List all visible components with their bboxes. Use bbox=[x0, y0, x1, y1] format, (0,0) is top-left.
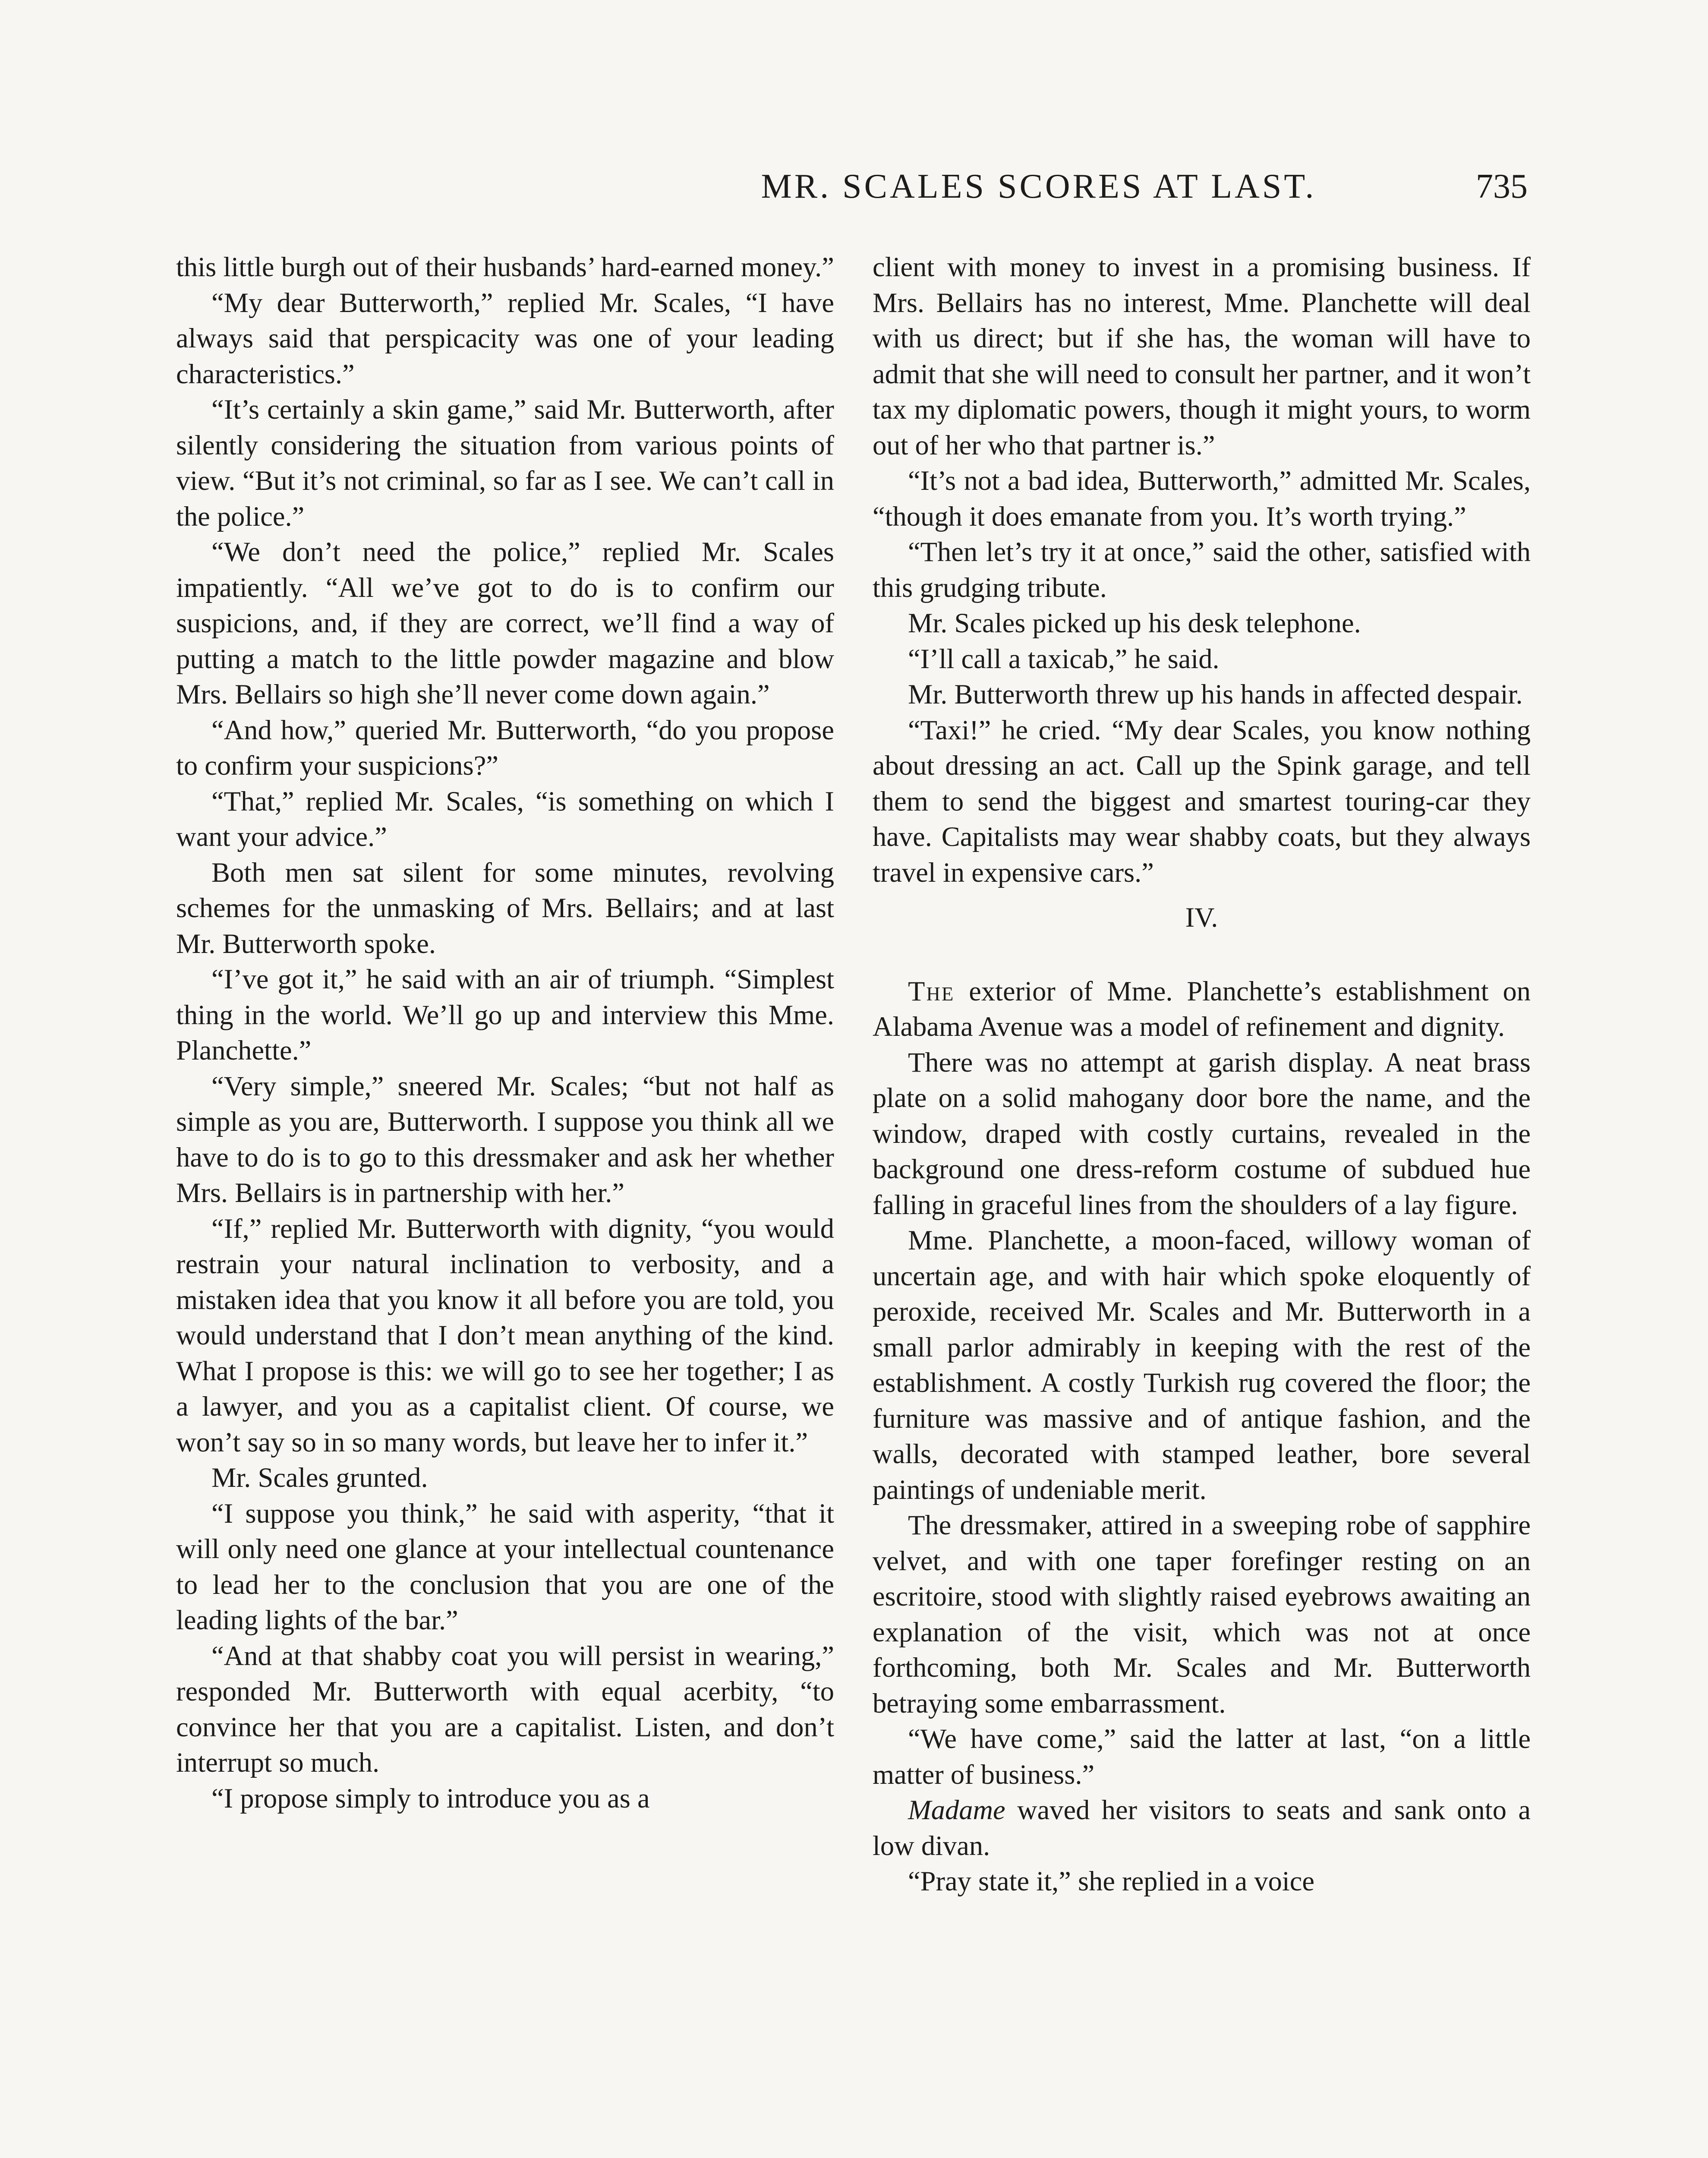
italic-word: Madame bbox=[908, 1795, 1005, 1825]
paragraph: “My dear Butterworth,” replied Mr. Scales, “I have always said that perspicacity was one of your leading characteristics.” bbox=[176, 287, 834, 389]
right-column bbox=[873, 249, 1531, 1899]
paragraph: this little burgh out of their husbands’ hard-earned money.” bbox=[176, 252, 834, 282]
paragraph: The dressmaker, attired in a sweeping robe of sapphire velvet, and with one taper forefinger resting on an escritoire, stood with slightly raised eyebrows awaiting an explanation of the visit, which was not at once forthcoming, both Mr. Scales and Mr. Butterworth betraying some embarrassment. bbox=[873, 1510, 1531, 1719]
page-number: 735 bbox=[1476, 167, 1528, 205]
paragraph: “I’ll call a taxicab,” he said. bbox=[908, 643, 1220, 674]
paragraph: “Taxi!” he cried. “My dear Scales, you know nothing about dressing an act. Call up the Spink garage, and tell them to send the biggest and smartest touring-car they have. Capitalists may wear shabby coats, but they always travel in expensive cars.” bbox=[873, 714, 1531, 888]
paragraph: Mr. Scales picked up his desk telephone. bbox=[908, 608, 1361, 638]
paragraph: “We don’t need the police,” replied Mr. Scales impatiently. “All we’ve got to do is to confirm our suspicions, and, if they are correct, we’ll find a way of putting a match to the little powder magazine and blow Mrs. Bellairs so high she’ll never come down again.” bbox=[176, 536, 834, 710]
left-column bbox=[176, 249, 834, 1816]
paragraph: “I’ve got it,” he said with an air of triumph. “Simplest thing in the world. We’ll go up and interview this Mme. Planchette.” bbox=[176, 964, 834, 1066]
paragraph: Mr. Butterworth threw up his hands in affected despair. bbox=[908, 679, 1523, 710]
paragraph: “I propose simply to introduce you as a bbox=[211, 1783, 650, 1814]
paragraph: “We have come,” said the latter at last, “on a little matter of business.” bbox=[873, 1723, 1531, 1790]
paragraph: There was no attempt at garish display. A neat brass plate on a solid mahogany door bore the name, and the window, draped with costly curtains, revealed in the background one dress-reform costume of subdued hue falling in graceful lines from the shoulders of a lay figure. bbox=[873, 1047, 1531, 1220]
paragraph: “It’s not a bad idea, Butterworth,” admitted Mr. Scales, “though it does emanate from you. It’s worth trying.” bbox=[873, 465, 1531, 532]
paragraph: “Very simple,” sneered Mr. Scales; “but not half as simple as you are, Butterworth. I suppose you think all we have to do is to go to this dressmaker and ask her whether Mrs. Bellairs is in partnership with her.” bbox=[176, 1070, 834, 1208]
drop-word: The bbox=[908, 975, 955, 1006]
paragraph: “It’s certainly a skin game,” said Mr. Butterworth, after silently considering the situation from various points of view. “But it’s not criminal, so far as I see. We can’t call in the police.” bbox=[176, 394, 834, 532]
paragraph bbox=[873, 1792, 1531, 1864]
paragraph: “Pray state it,” she replied in a voice bbox=[908, 1866, 1315, 1896]
paragraph: Both men sat silent for some minutes, revolving schemes for the unmasking of Mrs. Bellairs; and at last Mr. Butterworth spoke. bbox=[176, 857, 834, 959]
paragraph: “Then let’s try it at once,” said the other, satisfied with this grudging tribute. bbox=[873, 536, 1531, 603]
paragraph-text: exterior of Mme. Planchette’s establishment on Alabama Avenue was a model of refinement and dignity. bbox=[873, 975, 1531, 1042]
paragraph: Mr. Scales grunted. bbox=[211, 1462, 428, 1493]
paragraph: client with money to invest in a promising business. If Mrs. Bellairs has no interest, Mme. Planchette will deal with us direct; but if she has, the woman will have to admit that she will need to consult her partner, and it won’t tax my diplomatic powers, though it might yours, to worm out of her who that partner is.” bbox=[873, 252, 1531, 461]
paragraph-text: waved her visitors to seats and sank onto a low divan. bbox=[873, 1795, 1531, 1861]
section-heading: IV. bbox=[1185, 902, 1218, 933]
paragraph: “And how,” queried Mr. Butterworth, “do you propose to confirm your suspicions?” bbox=[176, 714, 834, 781]
paragraph: “And at that shabby coat you will persist in wearing,” responded Mr. Butterworth with equal acerbity, “to convince her that you are a capitalist. Listen, and don’t interrupt so much. bbox=[176, 1640, 834, 1778]
paragraph: “I suppose you think,” he said with asperity, “that it will only need one glance at your intellectual countenance to lead her to the conclusion that you are one of the leading lights of the bar.” bbox=[176, 1498, 834, 1635]
running-header: MR. SCALES SCORES AT LAST. bbox=[761, 167, 1317, 205]
paragraph: “That,” replied Mr. Scales, “is something on which I want your advice.” bbox=[176, 786, 834, 852]
paragraph: “If,” replied Mr. Butterworth with dignity, “you would restrain your natural inclination to verbosity, and a mistaken idea that you know it all before you are told, you would understand that I don’t mean anything of the kind. What I propose is this: we will go to see her together; I as a lawyer, and you as a capitalist client. Of course, we won’t say so in so many words, but leave her to infer it.” bbox=[176, 1213, 834, 1458]
paragraph bbox=[873, 974, 1531, 1045]
paragraph: Mme. Planchette, a moon-faced, willowy woman of uncertain age, and with hair which spoke eloquently of peroxide, received Mr. Scales and Mr. Butterworth in a small parlor admirably in keeping with the rest of the establishment. A costly Turkish rug covered the floor; the furniture was massive and of antique fashion, and the walls, decorated with stamped leather, bore several paintings of undeniable merit. bbox=[873, 1225, 1531, 1505]
